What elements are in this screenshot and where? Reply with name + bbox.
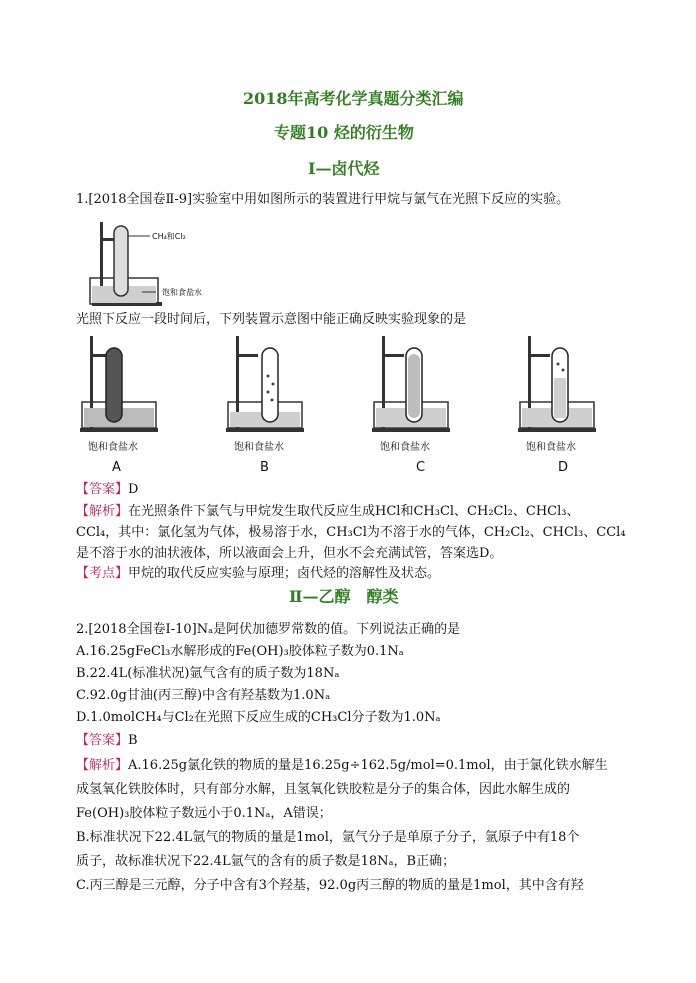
option-a-figure [76, 334, 166, 460]
q1-point: 甲烷的取代反应实验与原理；卤代烃的溶解性及状态。 [128, 566, 441, 581]
q1-answer-row [76, 480, 138, 500]
q2-option-a: A.16.25gFeCl₃水解形成的Fe(OH)₃胶体粒子数为0.1Nₐ [76, 644, 404, 659]
tube-filled [106, 348, 122, 422]
q2-stem: 2.[2018全国卷Ⅰ-10]Nₐ是阿伏加德罗常数的值。下列说法正确的是 [76, 622, 461, 637]
option-a-liquid: 饱和食盐水 [88, 442, 138, 453]
q1-analysis-label: 【解析】 [76, 504, 129, 519]
liquid-label: 饱和食盐水 [162, 288, 202, 297]
q2-analysis-row [76, 756, 608, 776]
q2-answer-label: 【答案】 [76, 733, 129, 748]
q2-analysis-first: A.16.25g氯化铁的物质的量是16.25g÷162.5g/mol=0.1mol，由于氯化铁水解生 [128, 758, 608, 773]
option-d-letter: D [558, 460, 569, 475]
q2-option-b: B.22.4L(标准状况)氩气含有的质子数为18Nₐ [76, 666, 340, 681]
option-b-figure [222, 334, 312, 460]
q1-analysis-line-3: 是不溶于水的油状液体，所以液面会上升，但水不会充满试管，答案选D。 [76, 546, 503, 561]
option-c-liquid: 饱和食盐水 [380, 442, 430, 453]
q2-answer-row [76, 731, 138, 751]
q1-stem: 1.[2018全国卷Ⅱ-9]实验室中用如图所示的装置进行甲烷与氯气在光照下反应的实验。 [76, 192, 570, 207]
q2-analysis-line-4: 质子，故标准状况下22.4L氩气的含有的质子数是18Nₐ，B正确； [76, 854, 456, 869]
q1-analysis-line-2: CCl₄，其中：氯化氢为气体，极易溶于水，CH₃Cl为不溶于水的气体，CH₂Cl₂、CHCl₃、CCl₄ [76, 525, 626, 540]
option-d-figure [514, 334, 604, 460]
q1-analysis-row [76, 502, 579, 522]
q1-point-label: 【考点】 [76, 566, 129, 581]
q1-answer: D [128, 482, 139, 497]
q1-point-row [76, 564, 440, 584]
document-title: 2018年高考化学真题分类汇编 [243, 89, 464, 108]
test-tube [114, 226, 128, 296]
q2-analysis-label: 【解析】 [76, 758, 129, 773]
q2-analysis-line-2: Fe(OH)₃胶体粒子数远小于0.1Nₐ，A错误； [76, 806, 332, 821]
option-b-letter: B [260, 460, 269, 475]
q2-analysis-line-5: C.丙三醇是三元醇，分子中含有3个羟基，92.0g丙三醇的物质的量是1mol，其中含有羟 [76, 878, 584, 893]
q2-option-c: C.92.0g甘油(丙三醇)中含有羟基数为1.0Nₐ [76, 688, 331, 703]
option-b-liquid: 饱和食盐水 [234, 442, 284, 453]
apparatus-figure [86, 216, 226, 308]
q1-prompt: 光照下反应一段时间后，下列装置示意图中能正确反映实验现象的是 [76, 312, 467, 327]
option-c-figure [368, 334, 458, 460]
section-heading-2: Ⅱ—乙醇 醇类 [289, 587, 399, 606]
option-c-letter: C [416, 460, 426, 475]
q2-option-d: D.1.0molCH₄与Cl₂在光照下反应生成的CH₃Cl分子数为1.0Nₐ [76, 710, 441, 725]
q2-analysis-line-1: 成氢氧化铁胶体时，只有部分水解，且氢氧化铁胶粒是分子的集合体，因此水解生成的 [76, 782, 571, 797]
q2-analysis-line-3: B.标准状况下22.4L氩气的物质的量是1mol，氩气分子是单原子分子，氩原子中有18个 [76, 830, 580, 845]
q2-answer: B [128, 733, 138, 748]
topic-title: 专题10 烃的衍生物 [274, 123, 414, 142]
gas-label: CH₄和Cl₂ [152, 232, 186, 241]
option-d-liquid: 饱和食盐水 [526, 442, 576, 453]
option-a-letter: A [112, 460, 121, 475]
q1-analysis-line-1: 在光照条件下氯气与甲烷发生取代反应生成HCl和CH₃Cl、CH₂Cl₂、CHCl₃、 [128, 504, 580, 519]
section-heading-1: Ⅰ—卤代烃 [308, 159, 380, 178]
q1-answer-label: 【答案】 [76, 482, 129, 497]
